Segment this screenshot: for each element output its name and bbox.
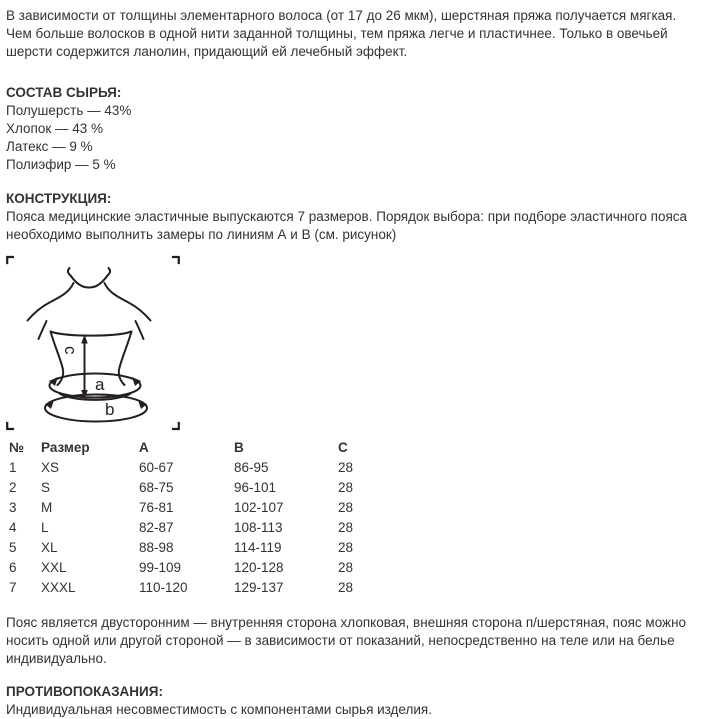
table-cell: 7: [9, 580, 17, 595]
table-cell: 4: [9, 520, 17, 535]
intro-paragraph: В зависимости от толщины элементарного волоса (от 17 до 26 мкм), шерстяная пряжа получается мягкая. Чем больше волосков в одной нити заданной толщины, тем пряжа легче и пластичнее. Только в овечьей шерсти содержится ланолин, придающий ей лечебный эффект.: [6, 8, 677, 59]
column-header: A: [139, 440, 149, 455]
table-cell: M: [41, 500, 53, 515]
table-cell: 28: [338, 480, 354, 495]
composition-item: Хлопок — 43 %: [6, 121, 104, 136]
construction-paragraph: Пояса медицинские эластичные выпускаются 7 размеров. Порядок выбора: при подборе эластичного пояса необходимо выполнить замеры по линиям А и В (см. рисунок): [6, 209, 688, 242]
label-b: b: [105, 400, 115, 419]
column-header: B: [234, 440, 244, 455]
table-cell: 1: [9, 460, 17, 475]
table-cell: 6: [9, 560, 17, 575]
torso-measurement-diagram: [6, 255, 181, 433]
composition-list: [6, 102, 704, 174]
column-header: №: [9, 440, 25, 455]
size-diagram: [6, 255, 704, 433]
table-cell: XXXL: [41, 580, 76, 595]
double-sided-paragraph: Пояс является двусторонним — внутренняя сторона хлопковая, внешняя сторона п/шерстяная, пояс можно носить одной или другой стороной — в зависимости от показаний, непосредственно на теле или на белье индивидуально.: [6, 615, 687, 666]
table-cell: 28: [338, 520, 354, 535]
column-header: C: [338, 440, 348, 455]
table-row: [9, 518, 418, 538]
table-cell: 110-120: [139, 580, 188, 595]
table-cell: XS: [41, 460, 60, 475]
table-cell: XXL: [41, 560, 67, 575]
table-cell: 2: [9, 480, 17, 495]
size-table-body: [9, 458, 418, 598]
table-cell: 99-109: [139, 560, 182, 575]
composition-item: Латекс — 9 %: [6, 139, 93, 154]
label-a: a: [95, 375, 105, 394]
table-cell: 82-87: [139, 520, 174, 535]
table-cell: 88-98: [139, 540, 174, 555]
table-cell: 5: [9, 540, 17, 555]
composition-heading: СОСТАВ СЫРЬЯ:: [6, 85, 122, 100]
table-cell: L: [41, 520, 49, 535]
table-cell: 96-101: [234, 480, 277, 495]
contraindications-paragraph: Индивидуальная несовместимость с компонентами сырья изделия.: [6, 702, 432, 717]
composition-item: Полушерсть — 43%: [6, 103, 132, 118]
table-cell: XL: [41, 540, 58, 555]
table-cell: 3: [9, 500, 17, 515]
construction-heading: КОНСТРУКЦИЯ:: [6, 191, 112, 206]
table-row: [9, 458, 418, 478]
table-row: [9, 538, 418, 558]
table-cell: 28: [338, 500, 354, 515]
table-row: [9, 478, 418, 498]
table-cell: 102-107: [234, 500, 284, 515]
size-table: [9, 438, 418, 598]
table-cell: 28: [338, 580, 354, 595]
table-row: [9, 578, 418, 598]
table-row: [9, 498, 418, 518]
table-cell: 120-128: [234, 560, 284, 575]
table-cell: 76-81: [139, 500, 174, 515]
table-cell: 108-113: [234, 520, 283, 535]
table-row: [9, 558, 418, 578]
table-cell: 28: [338, 560, 354, 575]
torso-outline: [28, 268, 151, 422]
table-cell: 129-137: [234, 580, 284, 595]
table-cell: 60-67: [139, 460, 174, 475]
size-table-header-row: [9, 438, 418, 458]
table-cell: 28: [338, 460, 354, 475]
table-cell: 28: [338, 540, 354, 555]
composition-item: Полиэфир — 5 %: [6, 157, 116, 172]
table-cell: 68-75: [139, 480, 174, 495]
label-c: c: [61, 346, 80, 355]
column-header: Размер: [41, 440, 90, 455]
contraindications-heading: ПРОТИВОПОКАЗАНИЯ:: [6, 684, 163, 699]
table-cell: 86-95: [234, 460, 269, 475]
table-cell: S: [41, 480, 51, 495]
table-cell: 114-119: [234, 540, 282, 555]
crop-corner-marks: [7, 257, 179, 429]
